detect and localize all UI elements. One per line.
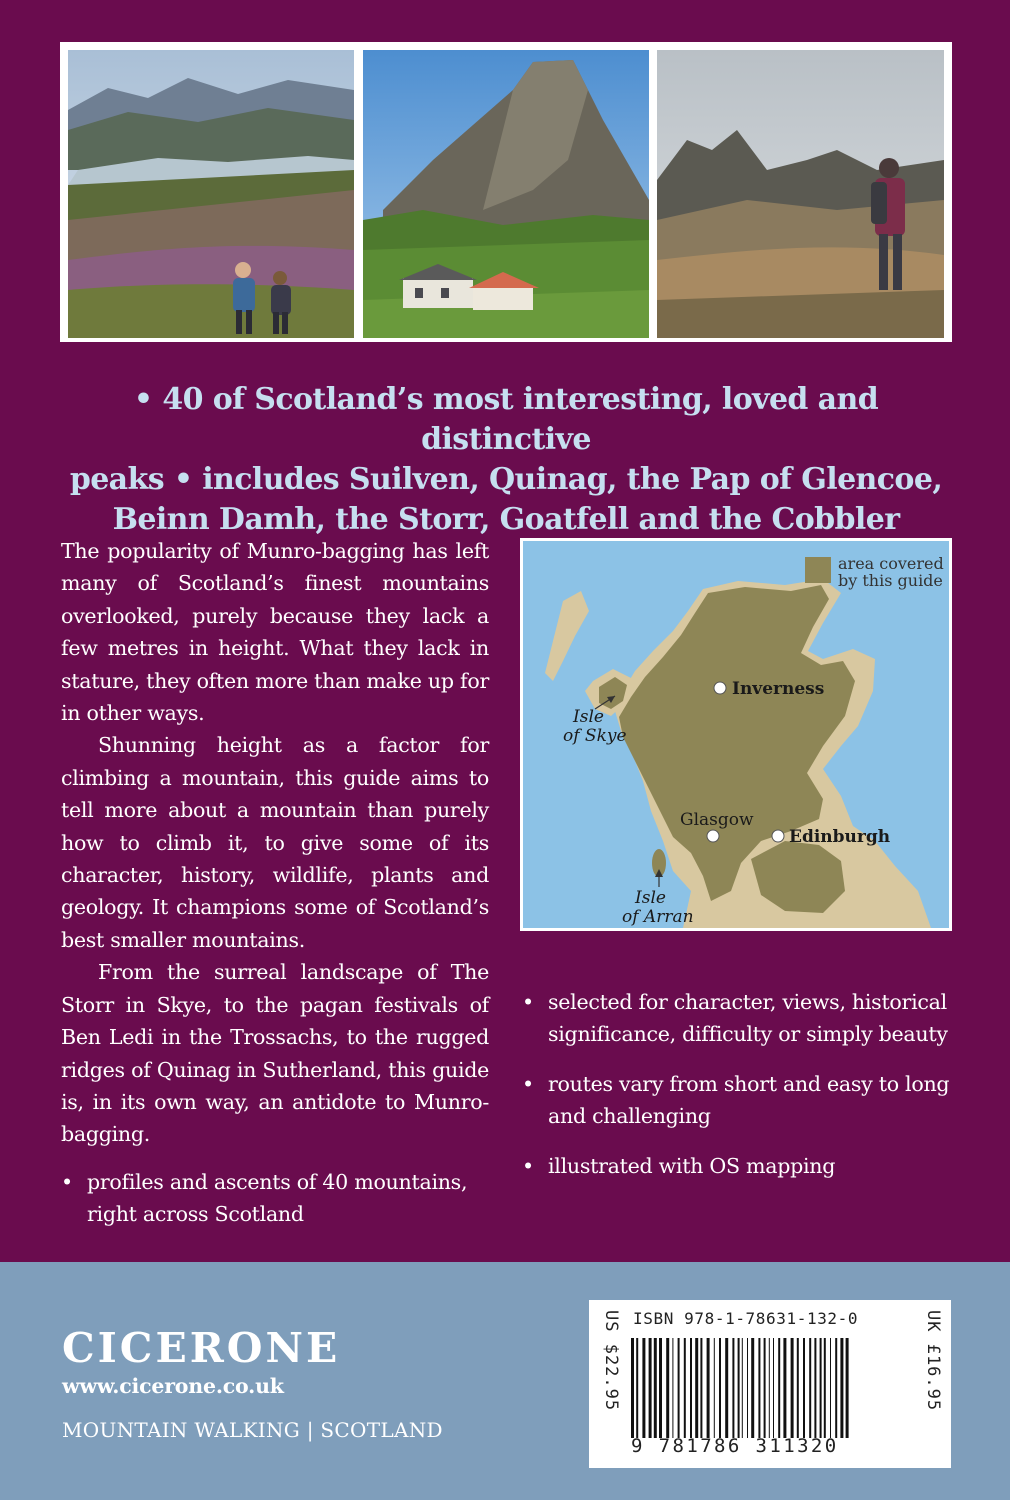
barcode-bar	[678, 1338, 680, 1438]
photo-mountain-cottage	[363, 50, 649, 338]
barcode-bar	[778, 1338, 780, 1438]
barcode-bar	[707, 1338, 710, 1438]
publisher-logo: CICERONE	[62, 1324, 341, 1372]
barcode-panel	[589, 1300, 951, 1468]
barcode-bar	[654, 1338, 657, 1438]
barcode-bar	[684, 1338, 686, 1438]
feature-item: • selected for character, views, historical significance, difficulty or simply beauty	[522, 986, 952, 1051]
feature-list-right	[522, 986, 952, 1199]
photo-hiker-glen-view	[657, 50, 944, 338]
barcode-bar	[751, 1338, 754, 1438]
feature-item: • routes vary from short and easy to long and challenging	[522, 1068, 952, 1133]
barcode-bar	[797, 1338, 799, 1438]
feature-item: • profiles and ascents of 40 mountains, right across Scotland	[61, 1166, 491, 1231]
map-graphic	[523, 541, 949, 928]
barcode	[627, 1338, 912, 1438]
barcode-bar	[820, 1338, 822, 1438]
barcode-bar	[791, 1338, 794, 1438]
island-label-skye-line-2: of Skye	[563, 726, 627, 746]
barcode-bar	[773, 1338, 774, 1438]
headline-line-3: Beinn Damh, the Storr, Goatfell and the Cobbler	[112, 502, 900, 537]
price-uk: UK £16.95	[923, 1310, 943, 1412]
legend-swatch	[805, 557, 831, 583]
price-us: US $22.95	[601, 1310, 621, 1412]
feature-item: • illustrated with OS mapping	[522, 1150, 952, 1182]
barcode-bar	[672, 1338, 673, 1438]
description-paragraph-2: Shunning height as a factor for climbing a mountain, this guide aims to tell more about a mountain than purely how to climb it, to give some of its character, history, wildlife, plants and geology. It champions some of Scotland’s best smaller mountains.	[61, 733, 489, 952]
publisher-website[interactable]: www.cicerone.co.uk	[62, 1374, 284, 1398]
barcode-bar	[769, 1338, 770, 1438]
city-label-glasgow: Glasgow	[680, 810, 754, 830]
barcode-bar	[690, 1338, 692, 1438]
barcode-bar	[758, 1338, 760, 1438]
city-label-inverness: Inverness	[732, 679, 825, 699]
barcode-bar	[742, 1338, 743, 1438]
photo-hikers-loch-view	[68, 50, 354, 338]
barcode-bar	[830, 1338, 831, 1438]
isbn-label: ISBN 978-1-78631-132-0	[633, 1309, 859, 1328]
barcode-bar	[846, 1338, 849, 1438]
headline	[60, 380, 952, 540]
barcode-bar	[738, 1338, 740, 1438]
book-category: MOUNTAIN WALKING | SCOTLAND	[62, 1418, 443, 1442]
headline-line-1: • 40 of Scotland’s most interesting, loved and distinctive	[133, 382, 879, 457]
description	[61, 535, 489, 1151]
city-marker-glasgow	[707, 830, 719, 842]
barcode-bar	[636, 1338, 638, 1438]
legend-label-line-2: by this guide	[838, 571, 943, 590]
island-label-arran-line-2: of Arran	[622, 907, 694, 927]
barcode-bar	[824, 1338, 826, 1438]
description-paragraph-3: From the surreal landscape of The Storr in Skye, to the pagan festivals of Ben Ledi in the Trossachs, to the rugged ridges of Quinag in Sutherland, this guide is, in its own way, an antidote to Munro-bagging.	[61, 960, 489, 1147]
barcode-bar	[725, 1338, 728, 1438]
barcode-bar	[642, 1338, 645, 1438]
city-marker-edinburgh	[772, 830, 784, 842]
barcode-bar	[666, 1338, 669, 1438]
photo-strip	[60, 42, 952, 342]
barcode-bar	[783, 1338, 786, 1438]
barcode-bar	[695, 1338, 698, 1438]
description-paragraph-1: The popularity of Munro-bagging has left many of Scotland’s finest mountains overlooked, purely because they lack a few metres in height. What they lack in stature, they often more than make up for in other ways.	[61, 539, 489, 726]
barcode-bar	[803, 1338, 805, 1438]
scotland-map	[520, 538, 952, 931]
barcode-bar	[700, 1338, 702, 1438]
barcode-bar	[809, 1338, 811, 1438]
headline-line-2: peaks • includes Suilven, Quinag, the Pap of Glencoe,	[69, 462, 943, 497]
barcode-bar	[747, 1338, 748, 1438]
island-label-arran-line-1: Isle	[635, 888, 666, 908]
island-label-skye-line-1: Isle	[573, 707, 604, 727]
barcode-bar	[814, 1338, 816, 1438]
feature-list-left	[61, 1166, 491, 1231]
barcode-bar	[840, 1338, 843, 1438]
barcode-bar	[764, 1338, 766, 1438]
barcode-bar	[659, 1338, 662, 1438]
city-label-edinburgh: Edinburgh	[789, 827, 891, 847]
barcode-bar	[835, 1338, 837, 1438]
city-marker-inverness	[714, 682, 726, 694]
barcode-bar	[719, 1338, 721, 1438]
legend-label-line-1: area covered	[838, 554, 944, 573]
barcode-bar	[649, 1338, 652, 1438]
footer	[0, 1262, 1010, 1500]
barcode-bar	[732, 1338, 734, 1438]
barcode-bar	[714, 1338, 715, 1438]
barcode-digits: 9 781786 311320	[631, 1435, 839, 1457]
barcode-bar	[631, 1338, 634, 1438]
